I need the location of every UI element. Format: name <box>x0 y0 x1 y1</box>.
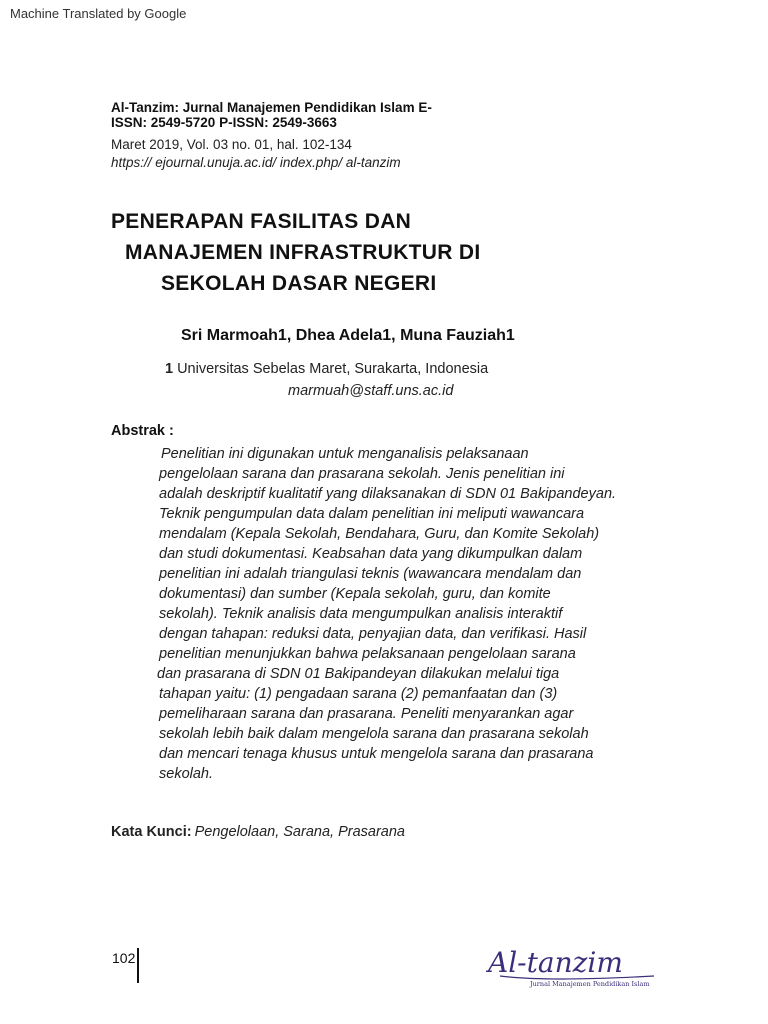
abstract-label: Abstrak : <box>111 423 174 439</box>
abstract-line: adalah deskriptif kualitatif yang dilaksanakan di SDN 01 Bakipandeyan. <box>159 486 617 502</box>
logo-subtitle: Jurnal Manajemen Pendidikan Islam <box>530 980 650 988</box>
author-separator: , <box>391 327 396 344</box>
abstract-line: mendalam (Kepala Sekolah, Bendahara, Guru, dan Komite Sekolah) <box>159 526 600 542</box>
abstract-line: sekolah. <box>159 766 214 782</box>
author-3: Muna Fauziah1 <box>400 327 515 344</box>
paper-title-line-3: SEKOLAH DASAR NEGERI <box>161 272 437 295</box>
paper-title-line-2: MANAJEMEN INFRASTRUKTUR DI <box>125 241 481 264</box>
abstract-line: sekolah lebih baik dalam mengelola sarana dan prasarana sekolah <box>159 726 589 742</box>
author-separator: , <box>286 327 292 344</box>
abstract-line: dan mencari tenaga khusus untuk mengelola sarana dan prasarana <box>159 746 594 762</box>
abstract-line: Teknik pengumpulan data dalam penelitian ini meliputi wawancara <box>159 506 585 522</box>
page-number-divider <box>137 948 139 983</box>
abstract-line: Penelitian ini digunakan untuk menganalisis pelaksanaan <box>161 446 529 462</box>
abstract-line: dokumentasi) dan sumber (Kepala sekolah, guru, dan komite <box>159 586 551 602</box>
machine-translation-banner: Machine Translated by Google <box>10 6 187 21</box>
journal-name-line: Al-Tanzim: Jurnal Manajemen Pendidikan Islam E- <box>111 100 432 115</box>
abstract-line: dan prasarana di SDN 01 Bakipandeyan dilakukan melalui tiga <box>157 666 560 682</box>
author-1: Sri Marmoah1 <box>181 327 287 344</box>
abstract-line: sekolah). Teknik analisis data mengumpulkan analisis interaktif <box>159 606 563 622</box>
author-list <box>181 327 515 345</box>
al-tanzim-logo-graphic <box>486 946 666 992</box>
al-tanzim-logo <box>486 946 666 992</box>
abstract-line: penelitian ini adalah triangulasi teknis (wawancara mendalam dan <box>159 566 582 582</box>
keywords-label: Kata Kunci: <box>111 824 192 840</box>
abstract-line: pemeliharaan sarana dan prasarana. Peneliti menyarankan agar <box>159 706 574 722</box>
paper-title-line-1: PENERAPAN FASILITAS DAN <box>111 210 412 233</box>
abstract-line: pengelolaan sarana dan prasarana sekolah. Jenis penelitian ini <box>159 466 565 482</box>
journal-issue-info: Maret 2019, Vol. 03 no. 01, hal. 102-134 <box>111 137 352 152</box>
author-2: Dhea Adela1 <box>295 327 392 344</box>
affiliation-number: 1 <box>165 361 174 377</box>
abstract-line: tahapan yaitu: (1) pengadaan sarana (2) pemanfaatan dan (3) <box>159 686 558 702</box>
journal-header <box>111 100 432 130</box>
affiliation <box>165 361 488 377</box>
logo-wordmark: Al-tanzim <box>488 946 623 979</box>
abstract-line: penelitian menunjukkan bahwa pelaksanaan pengelolaan sarana <box>159 646 576 662</box>
abstract-line: dan studi dokumentasi. Keabsahan data yang dikumpulkan dalam <box>159 546 583 562</box>
abstract-line: dengan tahapan: reduksi data, penyajian data, dan verifikasi. Hasil <box>159 626 587 642</box>
journal-issn-line: ISSN: 2549-5720 P-ISSN: 2549-3663 <box>111 115 337 130</box>
page-number: 102 <box>112 950 136 966</box>
affiliation-text: Universitas Sebelas Maret, Surakarta, Indonesia <box>177 361 489 377</box>
journal-url[interactable]: https:// ejournal.unuja.ac.id/ index.php/ al-tanzim <box>111 155 401 170</box>
keywords-text: Pengelolaan, Sarana, Prasarana <box>194 824 405 840</box>
author-email[interactable]: marmuah@staff.uns.ac.id <box>288 383 454 399</box>
keywords <box>111 824 405 840</box>
